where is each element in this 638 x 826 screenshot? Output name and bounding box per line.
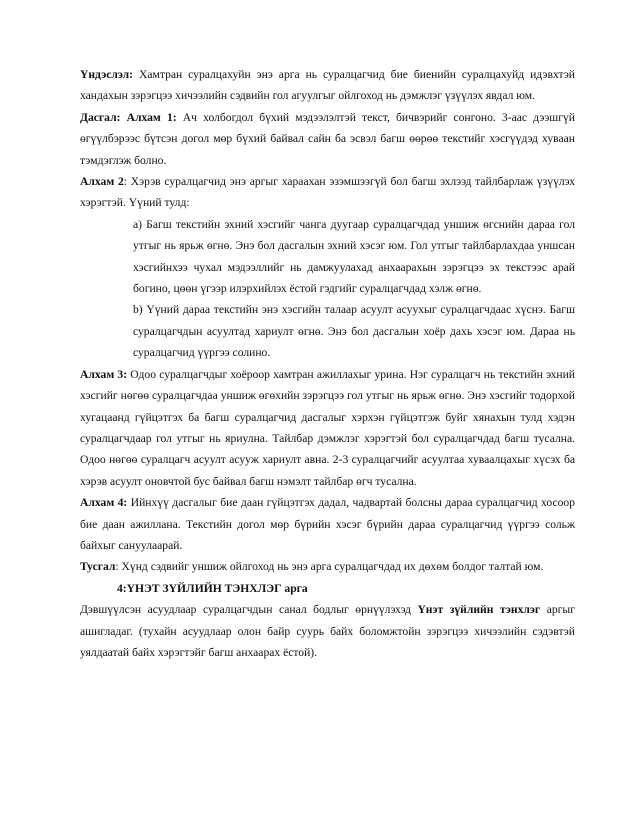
step2-item-a: a) Багш текстийн эхний хэсгийг чанга дуугаар суралцагчдад уншиж өгснийн дараа гол утгыг нь ярьж өгнө. Энэ бол дасгалын эхний хэсэг юм. Гол утгыг тайлбарлахдаа уншсан хэсгийнхээ чухал мэдээллийг нь дамжуулахад анхаарахын зэрэгцээ эх текстээс арай богино, цөөн үгээр илэрхийлэх ёстой гэдгийг суралцагчдад хэлж өгнө. — [133, 217, 575, 296]
step2-paragraph — [80, 171, 575, 214]
reflection-paragraph — [80, 556, 575, 577]
document-page — [80, 64, 575, 663]
step2-label: Алхам 2 — [80, 175, 124, 189]
rationale-paragraph — [80, 64, 575, 107]
exercise-step1-paragraph — [80, 107, 575, 171]
rationale-label: Үндэслэл: — [80, 68, 134, 81]
section-heading-suffix: арга — [281, 581, 308, 595]
values-axis-text-before: Дэвшүүлсэн асуудлаар суралцагчдын санал бодлыг өрнүүлэхэд — [80, 603, 418, 617]
step4-text: Ийнхүү дасгалыг бие даан гүйцэтгэх дадал, чадвартай болсны дараа суралцагчид хосоор бие даан ажиллана. Текстийн догол мөр бүрийн хэсэг бүрийн дараа суралцагчид үүргээ сольж байхыг сануулаарай. — [80, 496, 575, 552]
reflection-label: Тусгал — [80, 560, 116, 574]
values-axis-text-after: аргыг ашигладаг. (тухайн асуудлаар олон байр суурь байх боломжтойн зэрэгцээ хичээлийн сэдэвтэй уялдаатай байх хэрэгтэйг багш анхаарах ёстой). — [80, 603, 575, 659]
step2-text: : Хэрэв суралцагчид энэ аргыг хараахан эзэмшээгүй бол багш эхлээд тайлбарлаж үзүүлэх хэрэгтэй. Үүний тулд: — [80, 175, 575, 210]
section-heading-title: 4:ҮНЭТ ЗҮЙЛИЙН ТЭНХЛЭГ — [117, 581, 282, 595]
exercise-step1-text: Ач холбогдол бүхий мэдээлэлтэй текст, бичвэрийг сонгоно. 3-аас дээшгүй өгүүлбэрээс бүтсэн догол мөр бүхий байвал сайн ба эсвэл багш өөрөө текстийг хэсгүүдэд хуваан тэмдэглэж болно. — [80, 110, 575, 167]
step3-paragraph — [80, 364, 575, 492]
rationale-text: Хамтран суралцахуйн энэ арга нь суралцагчид бие биенийн суралцахуйд идэвхтэй хандахын зэрэгцээ хичээлийн сэдвийн гол агуулгыг ойлгоход нь дэмжлэг үзүүлэх явдал юм. — [80, 68, 575, 103]
values-axis-paragraph — [80, 599, 575, 663]
step3-text: Одоо суралцагчдыг хоёроор хамтран ажиллахыг урина. Нэг суралцагч нь текстийн эхний хэсгийг нөгөө суралцагчдаа уншиж өгөхийн зэрэгцээ гол утгыг нь ярьж өгнө. Энэ хэсгийг тодорхой хугацаанд гүйцэтгэх ба багш суралцагчид дасгалыг хэрхэн гүйцэтгэж буйг хянахын тулд хэдэн суралцагчдаар гол утгыг нь яриулна. Тайлбар дэмжлэг хэрэгтэй бол суралцагчдад багш тусална. Одоо нөгөө суралцагч асуулт асууж хариулт авна. 2-3 суралцагчийг асуултаа хуваалцахыг хүсэх ба хэрэв асуулт оновчтой бус байвал багш нэмэлт тайлбар өгч тусална. — [80, 367, 575, 488]
values-axis-term: Үнэт зүйлийн тэнхлэг — [417, 603, 541, 617]
step2-item-b: b) Үүний дараа текстийн энэ хэсгийн талаар асуулт асуухыг суралцагчдаас хүснэ. Багш суралцагчдын асуултад хариулт өгнө. Энэ бол дасгалын хоёр дахь хэсэг юм. Дараа нь суралцагчид үүргээ солино. — [133, 303, 575, 360]
step4-paragraph — [80, 492, 575, 556]
reflection-text: : Хүнд сэдвийг уншиж ойлгоход нь энэ арга суралцагчдад их дөхөм болдог талтай юм. — [115, 560, 544, 574]
exercise-step1-label: Дасгал: Алхам 1: — [80, 110, 177, 124]
step4-label: Алхам 4: — [80, 496, 128, 510]
section-heading — [80, 578, 575, 599]
step3-label: Алхам 3: — [80, 367, 128, 381]
